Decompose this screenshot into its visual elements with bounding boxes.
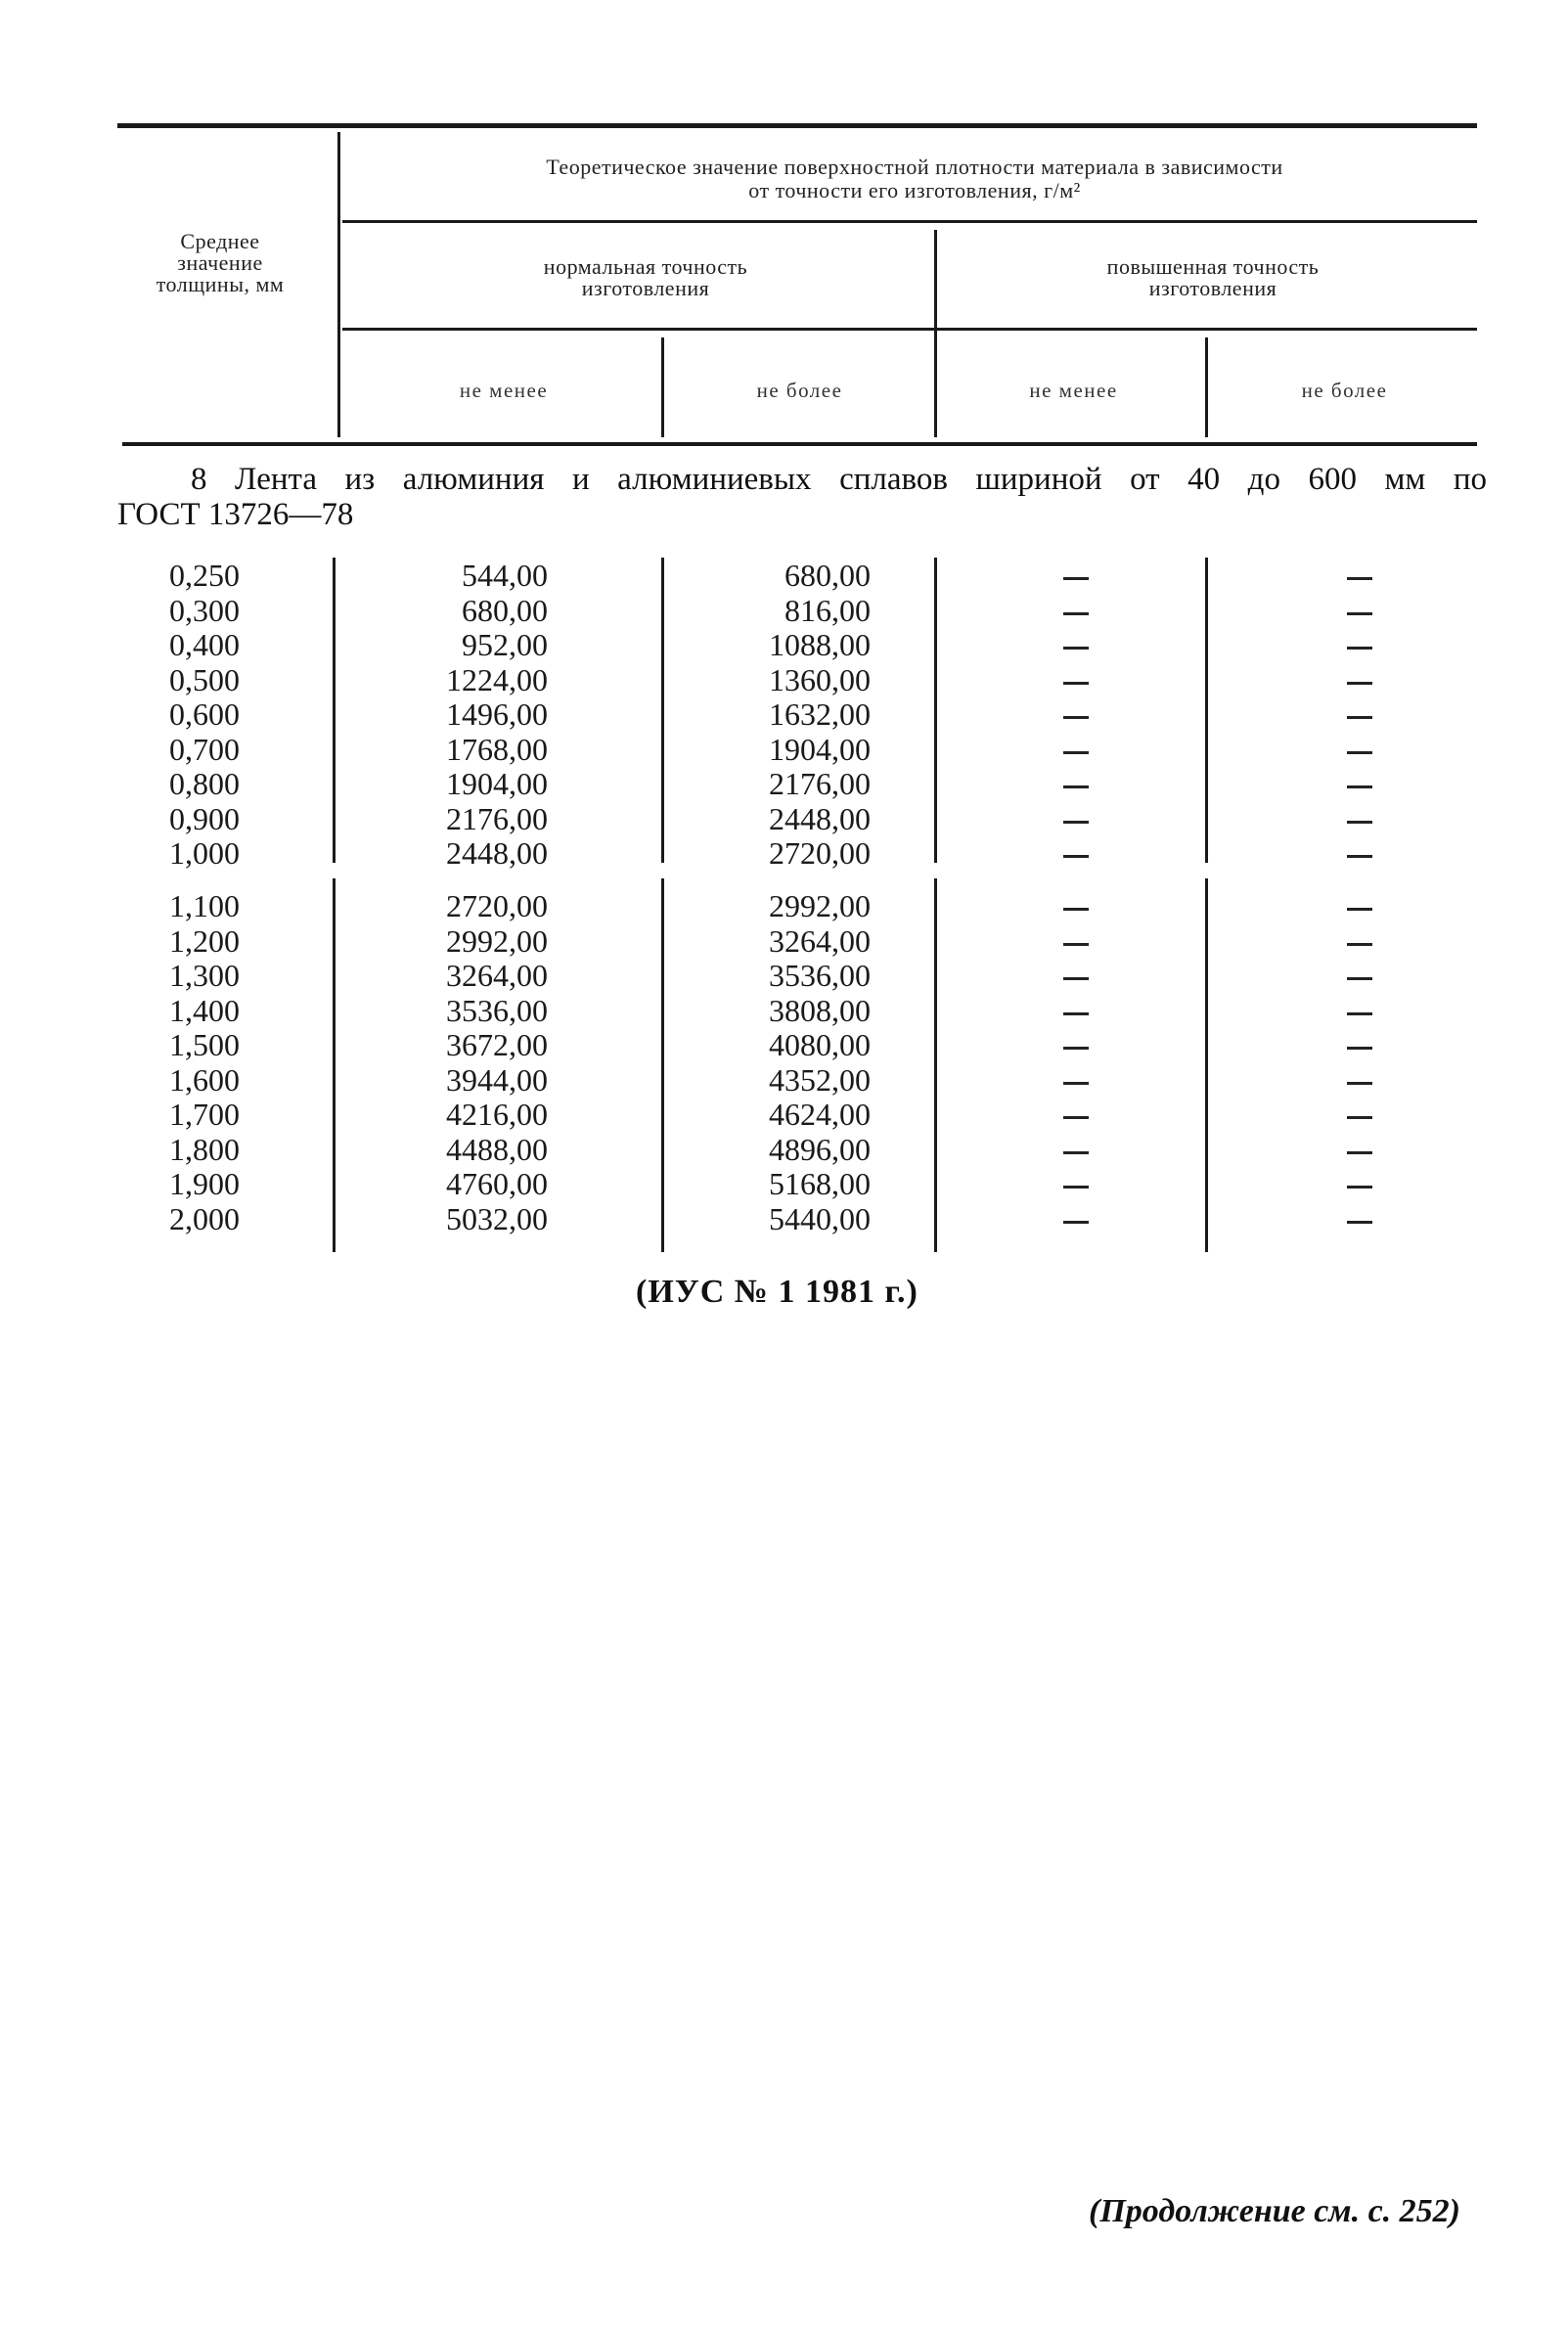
cell-thickness: 1,000 — [169, 835, 240, 871]
table-row — [0, 558, 1568, 593]
header-theoretical-line1: Теоретическое значение поверхностной плотности материала в зависимости — [546, 155, 1283, 179]
cell-high-min-dash — [1037, 1166, 1115, 1201]
header-normal-precision: нормальная точность изготовления — [543, 254, 748, 300]
cell-high-max-dash — [1321, 593, 1399, 628]
cell-normal-min: 2992,00 — [446, 922, 548, 959]
cell-high-max-dash — [1321, 835, 1399, 871]
table-row — [0, 1201, 1568, 1236]
cell-normal-min: 2448,00 — [446, 835, 548, 871]
table-row — [0, 593, 1568, 628]
header-vline-thickness — [337, 132, 340, 437]
header-thickness-label: Среднее значение толщины, мм — [156, 229, 285, 296]
section-title-line1: 8 Лента из алюминия и алюминиевых сплавов шириной от 40 до 600 мм по — [191, 462, 1487, 497]
cell-normal-max: 2176,00 — [769, 766, 871, 801]
cell-normal-max: 4624,00 — [769, 1097, 871, 1132]
cell-thickness: 0,250 — [169, 558, 240, 593]
dash-mark — [1347, 751, 1372, 754]
table-row — [0, 1027, 1568, 1062]
dash-mark — [1347, 682, 1372, 685]
cell-high-min-dash — [1037, 627, 1115, 662]
dash-mark — [1347, 785, 1372, 788]
header-high-precision: повышенная точность изготовления — [1106, 254, 1320, 300]
dash-mark — [1063, 908, 1089, 911]
cell-thickness: 1,200 — [169, 922, 240, 959]
dash-mark — [1347, 1082, 1372, 1085]
dash-mark — [1063, 943, 1089, 946]
table-row — [0, 1062, 1568, 1098]
cell-high-max-dash — [1321, 627, 1399, 662]
dash-mark — [1347, 855, 1372, 858]
header-vline-high-mid — [1205, 337, 1208, 437]
cell-normal-max: 3808,00 — [769, 992, 871, 1028]
header-vline-precision — [934, 230, 937, 437]
table-row — [0, 696, 1568, 732]
cell-high-max-dash — [1321, 1097, 1399, 1132]
cell-high-min-dash — [1037, 835, 1115, 871]
dash-mark — [1347, 612, 1372, 615]
table-row — [0, 993, 1568, 1028]
cell-high-min-dash — [1037, 766, 1115, 801]
cell-high-max-dash — [1321, 1027, 1399, 1062]
cell-normal-max: 5440,00 — [769, 1200, 871, 1236]
dash-mark — [1347, 1186, 1372, 1189]
cell-thickness: 2,000 — [169, 1200, 240, 1236]
cell-high-max-dash — [1321, 1201, 1399, 1236]
cell-thickness: 0,800 — [169, 766, 240, 801]
cell-high-max-dash — [1321, 732, 1399, 767]
table-row — [0, 888, 1568, 923]
cell-normal-max: 2448,00 — [769, 800, 871, 836]
dash-mark — [1347, 1221, 1372, 1224]
header-sub-rule-2 — [342, 328, 1477, 331]
cell-normal-max: 816,00 — [784, 592, 871, 628]
cell-high-min-dash — [1037, 1132, 1115, 1167]
dash-mark — [1347, 1151, 1372, 1154]
dash-mark — [1063, 682, 1089, 685]
cell-high-min-dash — [1037, 801, 1115, 836]
dash-mark — [1063, 855, 1089, 858]
cell-thickness: 1,600 — [169, 1061, 240, 1098]
table-row — [0, 1166, 1568, 1201]
ius-note: (ИУС № 1 1981 г.) — [636, 1274, 918, 1310]
cell-normal-max: 680,00 — [784, 558, 871, 593]
cell-normal-max: 3536,00 — [769, 958, 871, 993]
cell-high-min-dash — [1037, 958, 1115, 993]
cell-normal-min: 544,00 — [462, 558, 548, 593]
cell-thickness: 0,700 — [169, 731, 240, 767]
dash-mark — [1063, 821, 1089, 824]
cell-thickness: 1,400 — [169, 992, 240, 1028]
table-row — [0, 662, 1568, 697]
cell-high-min-dash — [1037, 1201, 1115, 1236]
cell-normal-min: 1904,00 — [446, 766, 548, 801]
cell-normal-min: 2720,00 — [446, 888, 548, 923]
cell-high-min-dash — [1037, 993, 1115, 1028]
dash-mark — [1063, 1116, 1089, 1119]
cell-normal-min: 4760,00 — [446, 1166, 548, 1201]
cell-high-min-dash — [1037, 732, 1115, 767]
table-row — [0, 958, 1568, 993]
cell-normal-min: 3672,00 — [446, 1027, 548, 1062]
dash-mark — [1063, 1082, 1089, 1085]
dash-mark — [1063, 751, 1089, 754]
dash-mark — [1063, 1186, 1089, 1189]
cell-normal-max: 1088,00 — [769, 627, 871, 662]
dash-mark — [1063, 577, 1089, 580]
cell-normal-min: 3536,00 — [446, 992, 548, 1028]
cell-normal-min: 1224,00 — [446, 661, 548, 697]
dash-mark — [1063, 977, 1089, 980]
cell-high-max-dash — [1321, 923, 1399, 959]
cell-high-min-dash — [1037, 1027, 1115, 1062]
cell-normal-min: 3944,00 — [446, 1061, 548, 1098]
dash-mark — [1347, 1012, 1372, 1015]
cell-high-min-dash — [1037, 662, 1115, 697]
cell-normal-min: 680,00 — [462, 592, 548, 628]
cell-high-min-dash — [1037, 888, 1115, 923]
cell-high-max-dash — [1321, 958, 1399, 993]
cell-normal-max: 5168,00 — [769, 1166, 871, 1201]
cell-normal-max: 2720,00 — [769, 835, 871, 871]
cell-thickness: 0,500 — [169, 661, 240, 697]
cell-thickness: 1,800 — [169, 1131, 240, 1167]
cell-high-min-dash — [1037, 1097, 1115, 1132]
cell-high-max-dash — [1321, 696, 1399, 732]
dash-mark — [1347, 716, 1372, 719]
cell-thickness: 1,700 — [169, 1097, 240, 1132]
cell-normal-min: 952,00 — [462, 627, 548, 662]
table-row — [0, 801, 1568, 836]
dash-mark — [1347, 943, 1372, 946]
header-high-not-less: не менее — [1029, 379, 1118, 402]
dash-mark — [1063, 1151, 1089, 1154]
cell-normal-min: 1496,00 — [446, 696, 548, 732]
table-row — [0, 835, 1568, 871]
continuation-note: (Продолжение см. с. 252) — [1089, 2193, 1460, 2229]
cell-high-max-dash — [1321, 662, 1399, 697]
cell-normal-max: 4080,00 — [769, 1027, 871, 1062]
cell-high-min-dash — [1037, 558, 1115, 593]
cell-thickness: 1,300 — [169, 958, 240, 993]
cell-high-max-dash — [1321, 558, 1399, 593]
cell-high-min-dash — [1037, 593, 1115, 628]
cell-normal-max: 1632,00 — [769, 696, 871, 732]
cell-high-max-dash — [1321, 1132, 1399, 1167]
cell-high-min-dash — [1037, 923, 1115, 959]
cell-thickness: 0,300 — [169, 592, 240, 628]
cell-thickness: 0,900 — [169, 800, 240, 836]
dash-mark — [1347, 908, 1372, 911]
dash-mark — [1063, 1012, 1089, 1015]
header-high-not-more: не более — [1301, 379, 1388, 402]
section-title-line2: ГОСТ 13726—78 — [117, 497, 354, 532]
dash-mark — [1347, 1047, 1372, 1050]
cell-normal-max: 3264,00 — [769, 922, 871, 959]
table-row — [0, 923, 1568, 959]
cell-thickness: 0,600 — [169, 696, 240, 732]
table-row — [0, 627, 1568, 662]
cell-normal-max: 2992,00 — [769, 888, 871, 923]
dash-mark — [1063, 785, 1089, 788]
header-bottom-rule — [122, 442, 1477, 446]
dash-mark — [1347, 577, 1372, 580]
cell-normal-min: 4216,00 — [446, 1097, 548, 1132]
cell-normal-max: 1360,00 — [769, 661, 871, 697]
dash-mark — [1063, 647, 1089, 650]
dash-mark — [1063, 1047, 1089, 1050]
cell-high-max-dash — [1321, 888, 1399, 923]
section-title — [117, 462, 1487, 532]
table-row — [0, 732, 1568, 767]
dash-mark — [1063, 716, 1089, 719]
cell-thickness: 1,900 — [169, 1166, 240, 1201]
dash-mark — [1347, 1116, 1372, 1119]
header-vline-normal-mid — [661, 337, 664, 437]
cell-thickness: 1,500 — [169, 1027, 240, 1062]
header-normal-not-less: не менее — [459, 379, 549, 402]
table-row — [0, 1132, 1568, 1167]
cell-high-max-dash — [1321, 801, 1399, 836]
table-row — [0, 1097, 1568, 1132]
dash-mark — [1063, 612, 1089, 615]
cell-normal-max: 4896,00 — [769, 1131, 871, 1167]
dash-mark — [1347, 647, 1372, 650]
dash-mark — [1347, 821, 1372, 824]
cell-normal-max: 1904,00 — [769, 731, 871, 767]
cell-high-min-dash — [1037, 696, 1115, 732]
dash-mark — [1063, 1221, 1089, 1224]
cell-high-max-dash — [1321, 1166, 1399, 1201]
cell-high-max-dash — [1321, 766, 1399, 801]
cell-normal-min: 5032,00 — [446, 1200, 548, 1236]
cell-high-max-dash — [1321, 1062, 1399, 1098]
header-sub-rule-1 — [342, 220, 1477, 223]
cell-thickness: 1,100 — [169, 888, 240, 923]
cell-high-min-dash — [1037, 1062, 1115, 1098]
header-normal-not-more: не более — [756, 379, 843, 402]
cell-thickness: 0,400 — [169, 627, 240, 662]
dash-mark — [1347, 977, 1372, 980]
cell-normal-min: 4488,00 — [446, 1131, 548, 1167]
cell-normal-max: 4352,00 — [769, 1061, 871, 1098]
cell-normal-min: 1768,00 — [446, 731, 548, 767]
header-theoretical-line2: от точности его изготовления, г/м² — [748, 178, 1081, 202]
table-top-rule — [117, 123, 1477, 128]
cell-normal-min: 3264,00 — [446, 958, 548, 993]
cell-normal-min: 2176,00 — [446, 800, 548, 836]
cell-high-max-dash — [1321, 993, 1399, 1028]
table-row — [0, 766, 1568, 801]
